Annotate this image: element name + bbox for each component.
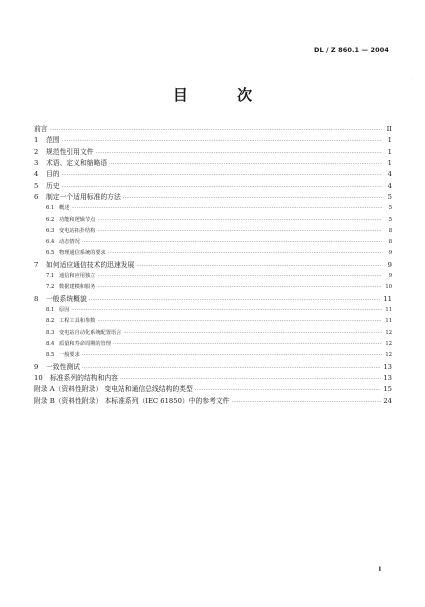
- toc-entry-label: 如何适应通信技术的迅速发展: [46, 260, 135, 269]
- toc-entry: [34, 339, 392, 350]
- toc-entry-label: 动态情况: [59, 239, 80, 246]
- toc-entry-label: 一般系统概貌: [46, 294, 87, 303]
- toc-entry-number: 6.1: [46, 205, 55, 212]
- toc-entry-page: 24: [383, 396, 392, 405]
- toc-entry-page: 12: [385, 352, 392, 359]
- toc-entry-number: 8.1: [46, 307, 55, 313]
- toc-entry-page: 11: [385, 318, 392, 325]
- toc-entry-number: 8.4: [46, 340, 55, 347]
- toc-entry-page: 11: [385, 307, 392, 313]
- toc-entry-label: 标准系列的结构和内容: [50, 373, 118, 382]
- toc-entry-page: II: [386, 125, 392, 133]
- toc-entry-label: 制定一个适用标准的方法: [46, 192, 121, 201]
- toc-entry-number: 6.2: [46, 216, 55, 223]
- dot-leader: [50, 125, 382, 136]
- toc-entry-number: 8: [34, 294, 39, 303]
- toc-entry: [34, 248, 392, 259]
- toc-entry: [34, 203, 392, 214]
- toc-entry-label: 原因: [59, 307, 70, 313]
- toc-entry: [34, 181, 392, 192]
- dot-leader: [97, 226, 382, 237]
- toc-entry-number: 8.3: [46, 329, 55, 336]
- toc-entry-number: 8.5: [46, 352, 55, 359]
- toc-entry-page: 4: [387, 181, 392, 190]
- toc-entry-number: 4: [34, 170, 39, 179]
- toc-entry-number: 3: [34, 158, 39, 167]
- toc-entry-label: 附录 B（资料性附录） 本标准系列（IEC 61850）中的参考文件: [34, 396, 230, 405]
- scan-mark: ·: [411, 76, 413, 81]
- toc-entry: [34, 350, 392, 361]
- toc-entry-page: 9: [388, 250, 392, 257]
- toc-entry-page: 1: [387, 136, 392, 145]
- toc-entry-label: 一般要求: [59, 352, 80, 359]
- toc-entry-page: 4: [387, 170, 392, 179]
- toc-entry: [34, 316, 392, 327]
- toc-entry-label: 变电站自动化系统配置语言: [59, 329, 122, 336]
- toc-entry-label: 历史: [46, 181, 60, 190]
- dot-leader: [108, 248, 382, 259]
- dot-leader: [123, 328, 382, 339]
- toc-entry-page: 5: [387, 192, 392, 201]
- toc-entry: [34, 384, 392, 395]
- toc-entry-label: 工程工具和参数: [59, 318, 96, 325]
- toc-entry: [34, 396, 392, 407]
- toc-entry-label: 功能和逻辑节点: [59, 216, 96, 223]
- toc-entry: [34, 147, 392, 158]
- dot-leader: [97, 215, 382, 226]
- toc-entry-label: 前言: [34, 125, 48, 133]
- toc-entry-page: 13: [383, 362, 392, 371]
- toc-entry-page: 9: [387, 260, 392, 269]
- dot-leader: [71, 305, 382, 316]
- toc-entry: [34, 260, 392, 271]
- toc-entry-number: 7: [34, 260, 39, 269]
- toc-entry: [34, 362, 392, 373]
- toc-entry-label: 附录 A（资料性附录） 变电站和通信总线结构的类型: [34, 385, 193, 394]
- dot-leader: [62, 136, 382, 147]
- toc-entry-page: 11: [383, 294, 392, 303]
- toc-entry-label: 目的: [46, 170, 60, 179]
- toc-entry: [34, 305, 392, 316]
- toc-entry-number: 9: [34, 362, 39, 371]
- dot-leader: [71, 203, 382, 214]
- toc-entry-label: 概述: [59, 205, 70, 212]
- toc-entry: [34, 237, 392, 248]
- toc-entry-number: 1: [34, 136, 39, 145]
- toc-entry: [34, 373, 392, 384]
- toc-entry: [34, 271, 392, 282]
- dot-leader: [97, 271, 382, 282]
- toc-entry-label: 变电站拓扑结构: [59, 227, 96, 234]
- toc-entry-page: 5: [388, 205, 392, 212]
- toc-entry: [34, 215, 392, 226]
- toc-entry-number: 7.2: [46, 284, 55, 291]
- toc-entry-label: 物理通信系统的要求: [59, 250, 106, 257]
- dot-leader: [82, 237, 382, 248]
- dot-leader: [82, 350, 382, 361]
- toc-entry-label: 一致性测试: [46, 362, 80, 371]
- toc-entry-number: 5: [34, 181, 39, 190]
- toc-entry-page: 10: [385, 284, 392, 291]
- toc-entry-number: 10: [34, 373, 43, 382]
- toc-entry-page: 1: [387, 147, 392, 156]
- toc-entry-page: 9: [388, 273, 392, 280]
- toc-entry-page: 12: [385, 340, 392, 347]
- toc-entry-number: 6.5: [46, 250, 55, 257]
- toc-entry-label: 范围: [46, 136, 60, 145]
- toc-entry-label: 通信和应用独立: [59, 273, 96, 280]
- toc-entry: [34, 135, 392, 146]
- toc-entry-number: 6.4: [46, 239, 55, 246]
- toc-entry-number: 2: [34, 147, 39, 156]
- toc-entry-number: 6: [34, 192, 39, 201]
- toc-entry: [34, 169, 392, 180]
- dot-leader: [62, 170, 382, 181]
- toc-entry-page: 5: [388, 216, 392, 223]
- toc-entry-page: 8: [388, 227, 392, 234]
- page-number: I: [378, 566, 381, 573]
- page-title: 目 次: [172, 86, 275, 104]
- table-of-contents: [34, 124, 392, 407]
- toc-entry-label: 质量和寿命周期的管理: [59, 340, 111, 347]
- toc-entry-label: 规范性引用文件: [46, 147, 94, 156]
- dot-leader: [109, 159, 382, 170]
- toc-entry: [34, 192, 392, 203]
- toc-entry-number: 6.3: [46, 227, 55, 234]
- toc-entry: [34, 124, 392, 135]
- toc-entry: [34, 226, 392, 237]
- toc-entry-number: 7.1: [46, 273, 55, 280]
- toc-entry-number: 8.2: [46, 318, 55, 325]
- toc-entry-page: 15: [383, 385, 392, 394]
- dot-leader: [231, 397, 381, 408]
- toc-entry-page: 12: [385, 329, 392, 336]
- toc-entry-label: 数据建模和服务: [59, 284, 96, 291]
- dot-leader: [96, 148, 382, 159]
- toc-entry: [34, 328, 392, 339]
- toc-entry-page: 8: [388, 239, 392, 246]
- dot-leader: [113, 339, 382, 350]
- toc-entry-label: 术语、定义和缩略语: [46, 158, 108, 167]
- dot-leader: [97, 282, 382, 293]
- toc-entry-page: 1: [387, 158, 392, 167]
- toc-entry: [34, 158, 392, 169]
- toc-entry: [34, 282, 392, 293]
- dot-leader: [82, 363, 381, 374]
- toc-entry: [34, 294, 392, 305]
- dot-leader: [97, 316, 382, 327]
- standard-number: DL / Z 860.1 — 2004: [314, 46, 389, 54]
- toc-entry-page: 13: [383, 373, 392, 382]
